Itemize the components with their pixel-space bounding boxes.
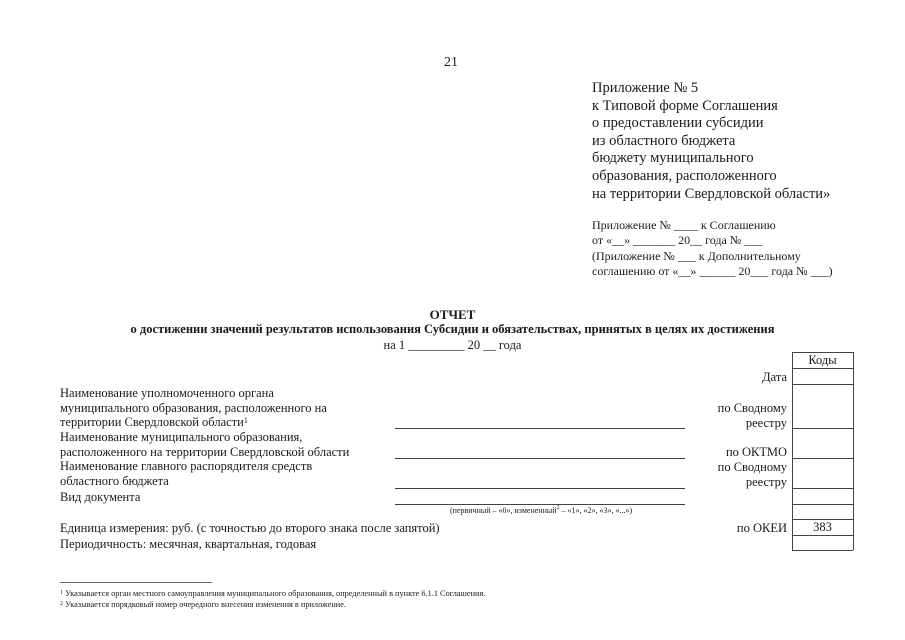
label-line: по Сводному [717, 460, 787, 474]
label-text: территории Свердловской области [60, 415, 244, 430]
authorized-body-label [60, 386, 327, 430]
footnote-1 [60, 589, 485, 599]
label-line: областного бюджета [60, 473, 169, 488]
agreement-line: (Приложение № ___ к Дополнительному [592, 248, 801, 263]
footnote-ref: 1 [243, 416, 248, 426]
document-type-field[interactable] [395, 504, 685, 505]
label-line: расположенного на территории Свердловской области [60, 444, 350, 459]
label-line: муниципального образования, расположенного на [60, 400, 327, 415]
label-line: Наименование уполномоченного органа [60, 386, 274, 400]
appendix-line: на территории Свердловской области» [592, 185, 831, 202]
periodicity-label: Периодичность: месячная, квартальная, годовая [60, 537, 317, 551]
label-line: по Сводному [717, 401, 787, 415]
page-number: 21 [444, 55, 458, 70]
unit-label: Единица измерения: руб. (с точностью до второго знака после запятой) [60, 521, 440, 535]
table-border [792, 535, 853, 536]
label-line: Наименование муниципального образования, [60, 430, 303, 444]
consolidated-registry-label [637, 401, 787, 430]
footnote-2 [60, 600, 346, 610]
appendix-line: Приложение № 5 [592, 80, 699, 96]
appendix-line: из областного бюджета [592, 132, 736, 149]
label-line [60, 415, 327, 430]
budget-manager-label [60, 459, 312, 488]
footnote-marker: 2 [60, 601, 63, 607]
footnote-ref: 2 [556, 505, 560, 511]
agreement-line: от «__» _______ 20__ года № ___ [592, 233, 763, 248]
document-type-hint [450, 506, 632, 515]
agreement-line: Приложение № ____ к Соглашению [592, 218, 776, 232]
document-type-label: Вид документа [60, 490, 141, 504]
table-border [792, 384, 853, 385]
agreement-reference [592, 218, 833, 280]
oktmo-label: по ОКТМО [725, 445, 787, 459]
table-border [853, 352, 854, 550]
appendix-heading [592, 80, 830, 203]
label-line: Наименование главного распорядителя средств [60, 459, 313, 473]
report-subtitle: о достижении значений результатов использования Субсидии и обязательствах, принятых в целях их достижения [130, 322, 775, 336]
footnote-marker: 1 [60, 590, 63, 596]
hint-text: (первичный – «0», измененный [450, 506, 557, 515]
table-border [792, 504, 853, 505]
report-date: на 1 _________ 20 __ года [383, 338, 522, 352]
appendix-line: образования, расположенного [592, 167, 777, 184]
appendix-line: о предоставлении субсидии [592, 115, 764, 132]
table-border [792, 368, 853, 369]
appendix-line: к Типовой форме Соглашения [592, 97, 778, 114]
appendix-line: бюджету муниципального [592, 150, 754, 167]
table-border [792, 550, 853, 551]
footnote-divider [60, 582, 212, 583]
okei-label: по ОКЕИ [736, 521, 787, 535]
label-line: реестру [745, 474, 787, 489]
table-border [792, 488, 853, 489]
agreement-line: соглашению от «__» ______ 20___ года № ___) [592, 264, 833, 279]
table-border [792, 428, 853, 429]
consolidated-registry-label-2 [637, 460, 787, 489]
footnote-text: Указывается порядковый номер очередного внесения изменения в приложение. [65, 600, 346, 609]
date-label: Дата [762, 370, 787, 384]
codes-header: Коды [808, 353, 837, 367]
okei-code: 383 [813, 520, 832, 534]
footnote-text: Указывается орган местного самоуправления муниципального образования, определенный в пункте 6.1.1 Соглашения. [65, 589, 486, 598]
table-border [792, 458, 853, 459]
municipality-label [60, 430, 349, 459]
report-title: ОТЧЕТ [429, 307, 476, 322]
hint-text: – «1», «2», «3», «...») [559, 506, 633, 515]
label-line: реестру [745, 415, 787, 430]
